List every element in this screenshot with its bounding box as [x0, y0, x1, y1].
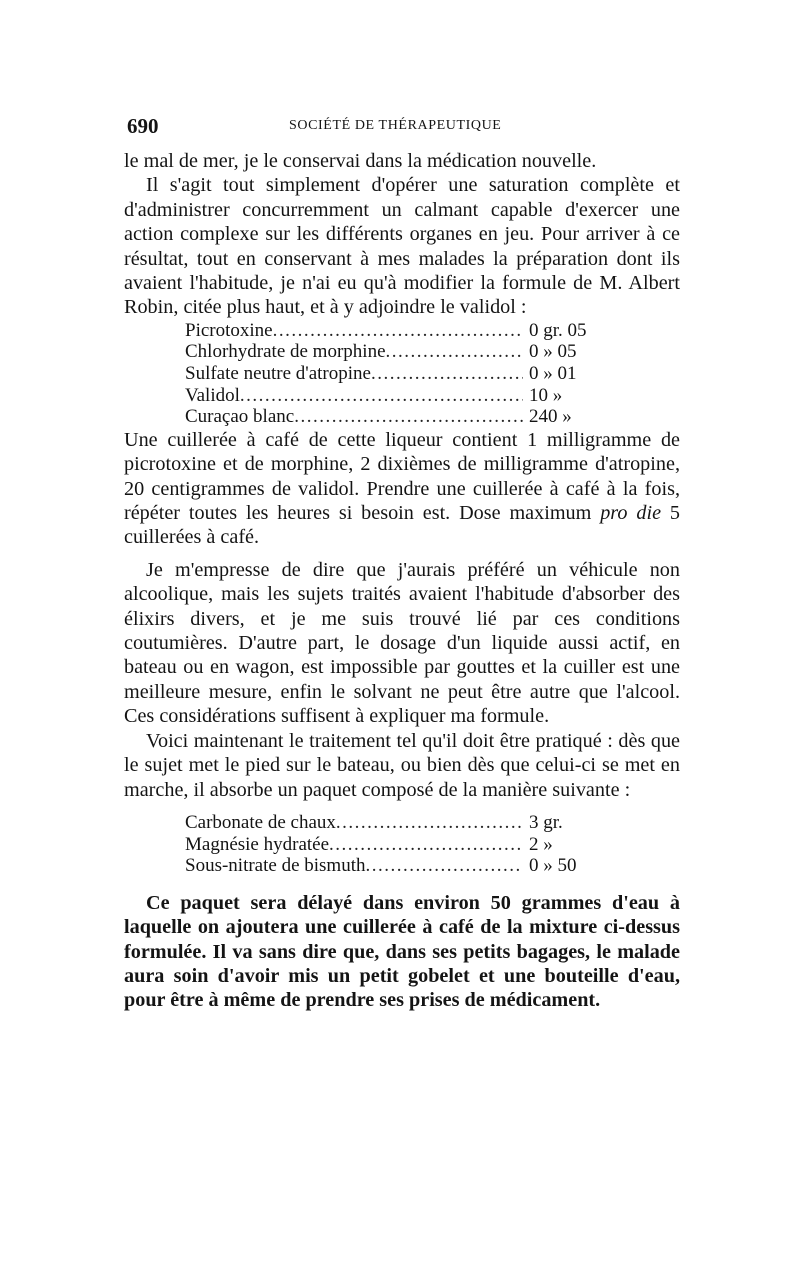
- formula-row: [185, 406, 625, 428]
- formula-row: [185, 834, 625, 856]
- paragraph-continuation: le mal de mer, je le conservai dans la médication nouvelle.: [124, 150, 597, 172]
- ingredient-quantity: 0 » 01: [529, 363, 577, 385]
- leader-dots: [240, 385, 523, 407]
- ingredient-name: Magnésie hydratée: [185, 833, 330, 855]
- formula-validol: [185, 320, 625, 428]
- ingredient-quantity: 2 »: [529, 833, 553, 855]
- ingredient-quantity: 240 »: [529, 406, 572, 428]
- ingredient-quantity: 0 » 05: [529, 341, 577, 363]
- paragraph-dosage: [124, 428, 680, 550]
- leader-dots: [329, 834, 523, 856]
- ingredient-name: Validol: [185, 384, 240, 406]
- paragraph-treatment: Voici maintenant le traitement tel qu'il doit être pratiqué : dès que le sujet met le pied sur le bateau, ou bien dès que celui-ci se met en marche, il absorbe un paquet composé de la manière suivante :: [124, 729, 680, 801]
- dosage-text-end: 5 cuillerées à café.: [124, 502, 680, 549]
- leader-dots: [273, 320, 523, 342]
- dosage-text: Une cuillerée à café de cette liqueur contient 1 milligramme de picrotoxine et de morphine, 2 dixièmes de milligramme d'atropine, 20 centigrammes de validol. Prendre une cuillerée à café à la fois, répéter toutes les heures si besoin est. Dose maximum: [124, 428, 680, 525]
- paragraph-packet: Ce paquet sera délayé dans environ 50 grammes d'eau à laquelle on ajoutera une cuillerée à café de la mixture ci-dessus formulée. Il va sans dire que, dans ses petits bagages, le malade aura soin d'avoir mis un petit gobelet et une bouteille d'eau, pour être à même de prendre ses prises de médicament.: [124, 891, 680, 1012]
- leader-dots: [365, 855, 523, 877]
- page-body: [124, 149, 680, 1013]
- formula-row: [185, 385, 625, 407]
- ingredient-name: Carbonate de chaux: [185, 811, 336, 833]
- leader-dots: [294, 406, 523, 428]
- running-title: SOCIÉTÉ DE THÉRAPEUTIQUE: [289, 118, 502, 133]
- ingredient-name: Sulfate neutre d'atropine: [185, 363, 371, 385]
- formula-packet: [185, 812, 625, 877]
- formula-row: [185, 812, 625, 834]
- ingredient-quantity: 0 gr. 05: [529, 319, 587, 341]
- page-number: 690: [127, 114, 159, 138]
- leader-dots: [386, 341, 523, 363]
- formula-row: [185, 320, 625, 342]
- leader-dots: [371, 363, 523, 385]
- leader-dots: [336, 812, 523, 834]
- ingredient-name: Curaçao blanc: [185, 406, 295, 428]
- formula-row: [185, 341, 625, 363]
- ingredient-name: Picrotoxine: [185, 319, 273, 341]
- formula-row: [185, 855, 625, 877]
- dosage-italic: pro die: [600, 502, 662, 525]
- ingredient-quantity: 10 »: [529, 384, 563, 406]
- ingredient-quantity: 3 gr.: [529, 811, 563, 833]
- ingredient-quantity: 0 » 50: [529, 855, 577, 877]
- ingredient-name: Sous-nitrate de bismuth: [185, 855, 366, 877]
- ingredient-name: Chlorhydrate de morphine: [185, 341, 386, 363]
- page-header: [123, 114, 683, 144]
- formula-row: [185, 363, 625, 385]
- paragraph-saturation: Il s'agit tout simplement d'opérer une saturation complète et d'administrer concurremment un calmant capable d'exercer une action complexe sur les différents organes en jeu. Pour arriver à ce résultat, tout en conservant à mes malades la préparation dont ils avaient l'habitude, je n'ai eu qu'à modifier la formule de M. Albert Robin, citée plus haut, et à y adjoindre le validol :: [124, 174, 680, 319]
- paragraph-vehicle: Je m'empresse de dire que j'aurais préféré un véhicule non alcoolique, mais les sujets traités avaient l'habitude d'absorber des élixirs divers, et je me suis trouvé lié par ces conditions coutumières. D'autre part, le dosage d'un liquide aussi actif, en bateau ou en wagon, est impossible par gouttes et la cuiller est une meilleure mesure, enfin le solvant ne peut être autre que l'alcool. Ces considérations suffisent à expliquer ma formule.: [124, 558, 680, 728]
